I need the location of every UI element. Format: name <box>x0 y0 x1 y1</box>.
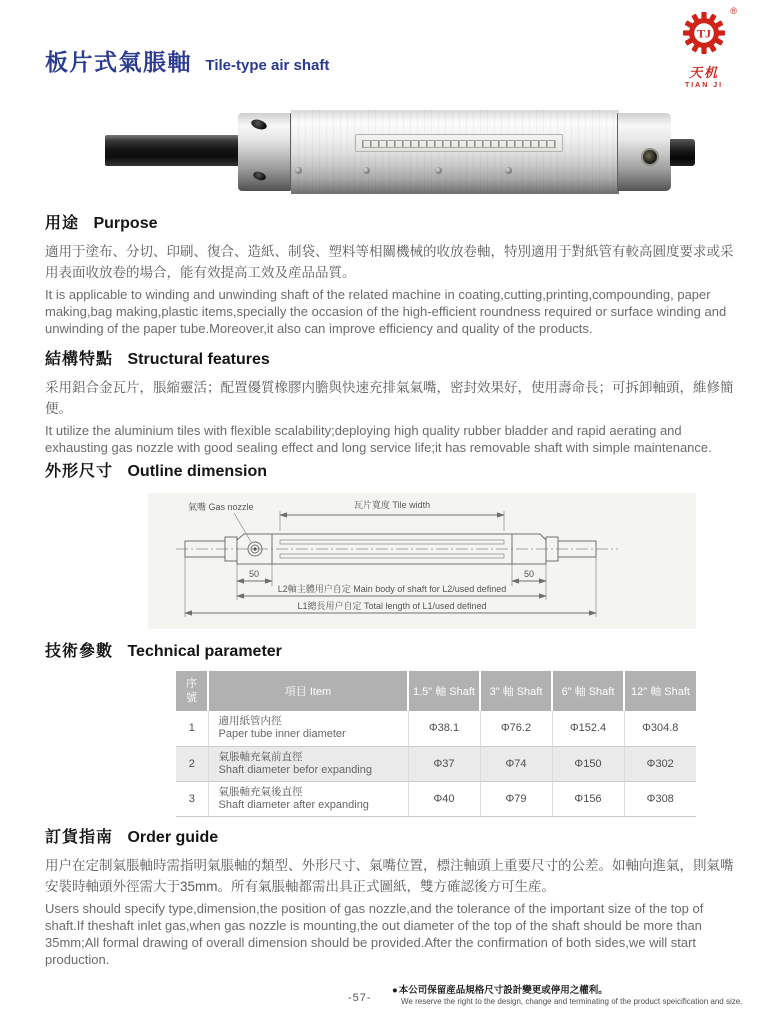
row-item: 氣脹軸充氣前直徑 Shaft diameter befor expanding <box>208 746 408 781</box>
gear-logo-wrap <box>681 6 737 61</box>
col-header-item: 項目 Item <box>208 671 408 711</box>
section-technical-parameter <box>45 638 737 817</box>
gas-nozzle-stub <box>670 139 695 166</box>
features-heading <box>45 346 737 369</box>
params-heading <box>45 638 737 661</box>
body-screw-2 <box>363 167 370 174</box>
table-header-row <box>176 671 696 711</box>
order-heading-zh: 訂貨指南 <box>45 829 114 846</box>
shaft-journal-left <box>105 135 240 166</box>
col-header-shaft-3: 3" 軸 Shaft <box>480 671 552 711</box>
tile-slot-lower <box>280 554 504 558</box>
cap-screw <box>643 150 657 164</box>
brand-logo <box>656 6 752 89</box>
purpose-heading-zh: 用途 <box>45 215 80 232</box>
col-header-no: 序號 <box>176 671 208 711</box>
footer-note <box>392 982 762 1006</box>
footer-note-en: We reserve the right to the design, change and terminating of the product speicification and size. <box>401 997 743 1006</box>
order-body-en: Users should specify type,dimension,the position of gas nozzle,and the tolerance of the important size of the top of shaft.If theshaft inlet gas,when gas nozzle is mounting,the out diameter of the top of the shaft should be more than 35mm;All formal drawing of overall dimension should be provided.After the confirmation of both sides,we will start production. <box>45 900 704 968</box>
shaft-tile-strip <box>355 134 563 152</box>
gear-icon <box>681 10 727 56</box>
section-order-guide <box>45 824 737 968</box>
outline-drawing <box>148 493 696 629</box>
row-value-1_5: Φ40 <box>408 781 480 816</box>
tile-width-label: 瓦片寬度 Tile width <box>353 500 431 510</box>
table-row <box>176 781 696 816</box>
dim-50-right: 50 <box>523 569 535 579</box>
row-no: 3 <box>176 781 208 816</box>
outline-heading-zh: 外形尺寸 <box>45 463 114 480</box>
section-outline-dimension <box>45 458 737 629</box>
logo-name-zh: 天机 <box>688 65 719 80</box>
body-screw-4 <box>505 167 512 174</box>
order-body-zh: 用户在定制氣脹軸時需指明氣脹軸的類型、外形尺寸、氣嘴位置，標注軸頭上重要尺寸的公差。如軸向進氣，則氣嘴安裝時軸頭外徑需大于35mm。所有氣脹軸都需出具正式圖紙，雙方確認後方可生産。 <box>45 858 734 894</box>
row-value-6: Φ156 <box>552 781 624 816</box>
bullet-icon: ● <box>392 985 398 996</box>
row-value-12: Φ302 <box>624 746 696 781</box>
tile-strip-teeth <box>362 140 556 148</box>
order-heading <box>45 824 737 847</box>
gas-nozzle-center <box>253 547 256 550</box>
page-title <box>45 44 329 77</box>
parameter-table <box>176 671 696 817</box>
row-value-12: Φ304.8 <box>624 711 696 746</box>
shaft-body <box>291 110 619 194</box>
purpose-body-zh: 適用于塗布、分切、印刷、復合、造紙、制袋、塑料等相關機械的收放卷軸，特別適用于對紙管有較高圓度要求或采用表面收放卷的場合，能有效提高工效及産品品質。 <box>45 244 734 280</box>
table-row <box>176 711 696 746</box>
outline-heading-en: Outline dimension <box>127 463 268 480</box>
row-value-6: Φ150 <box>552 746 624 781</box>
table-row <box>176 746 696 781</box>
logo-name-en: TIAN JI <box>684 82 724 89</box>
purpose-heading-en: Purpose <box>93 215 158 232</box>
purpose-body-en: It is applicable to winding and unwinding shaft of the related machine in coating,cutting,printing,compounding, paper making,bag making,plastic items,specially the occasion of the high-efficient roundness required or surface winding and unwinding of the paper tube.Moreover,it also can improve efficiency and quality of the products. <box>45 286 727 337</box>
page-number: -57- <box>348 992 372 1004</box>
logo-monogram: TJ <box>696 26 712 41</box>
col-header-shaft-1_5: 1.5" 軸 Shaft <box>408 671 480 711</box>
tile-slot-upper <box>280 540 504 544</box>
params-heading-zh: 技術參數 <box>45 643 114 660</box>
row-value-3: Φ74 <box>480 746 552 781</box>
order-heading-en: Order guide <box>127 829 219 846</box>
gas-nozzle-label: 氣嘴 Gas nozzle <box>188 502 254 512</box>
footer-note-zh: ●本公司保留産品規格尺寸設計變更或停用之權利。 <box>392 985 608 996</box>
params-heading-en: Technical parameter <box>127 643 282 660</box>
registered-mark: ® <box>730 6 737 16</box>
features-body-zh: 采用鋁合金瓦片，脹縮靈活；配置優質橡膠内膽與快速充排氣氣嘴，密封效果好，使用壽命長；可拆卸軸頭，維修簡便。 <box>45 380 734 416</box>
body-screw-3 <box>435 167 442 174</box>
outline-heading <box>45 458 737 481</box>
row-value-6: Φ152.4 <box>552 711 624 746</box>
l1-label: L1總長用户自定 Total length of L1/used defined <box>297 601 487 611</box>
page-title-zh: 板片式氣脹軸 <box>45 49 192 75</box>
section-purpose <box>45 210 737 337</box>
col-header-shaft-12: 12" 軸 Shaft <box>624 671 696 711</box>
row-item: 適用紙管内徑 Paper tube inner diameter <box>208 711 408 746</box>
row-value-1_5: Φ38.1 <box>408 711 480 746</box>
row-value-3: Φ76.2 <box>480 711 552 746</box>
features-heading-zh: 結構特點 <box>45 351 114 368</box>
col-header-shaft-6: 6" 軸 Shaft <box>552 671 624 711</box>
row-no: 1 <box>176 711 208 746</box>
row-value-3: Φ79 <box>480 781 552 816</box>
row-value-1_5: Φ37 <box>408 746 480 781</box>
row-item: 氣脹軸充氣後直徑 Shaft diameter after expanding <box>208 781 408 816</box>
row-no: 2 <box>176 746 208 781</box>
body-screw-1 <box>295 167 302 174</box>
page-title-en: Tile-type air shaft <box>205 57 330 74</box>
dim-50-left: 50 <box>248 569 260 579</box>
purpose-heading <box>45 210 737 233</box>
section-structural-features <box>45 346 737 456</box>
features-heading-en: Structural features <box>127 351 270 368</box>
l2-label: L2軸主體用户自定 Main body of shaft for L2/used defined <box>277 584 507 594</box>
shaft-dimension-drawing <box>148 493 696 629</box>
product-photo-air-shaft <box>105 106 695 198</box>
row-value-12: Φ308 <box>624 781 696 816</box>
features-body-en: It utilize the aluminium tiles with flexible scalability;deploying high quality rubber bladder and rapid aerating and exhausting gas nozzle with good sealing effect and long service life;it has removable shaft with simple maintenance. <box>45 422 712 455</box>
